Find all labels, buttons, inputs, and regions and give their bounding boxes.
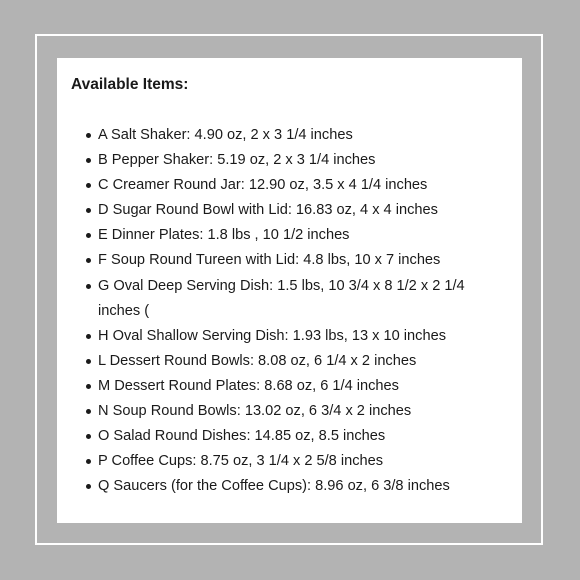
- item-text: H Oval Shallow Serving Dish: 1.93 lbs, 13 x 10 inches: [98, 327, 446, 344]
- bullet-icon: [86, 258, 91, 263]
- item-text: M Dessert Round Plates: 8.68 oz, 6 1/4 inches: [98, 377, 399, 394]
- item-text: E Dinner Plates: 1.8 lbs , 10 1/2 inches: [98, 227, 350, 244]
- item-text: A Salt Shaker: 4.90 oz, 2 x 3 1/4 inches: [98, 127, 353, 143]
- list-item: [86, 173, 508, 198]
- bullet-icon: [86, 484, 91, 489]
- items-card: [57, 58, 522, 523]
- list-item: [86, 474, 508, 499]
- item-text: C Creamer Round Jar: 12.90 oz, 3.5 x 4 1/4 inches: [98, 177, 428, 194]
- list-item: [86, 449, 508, 474]
- bullet-icon: [86, 284, 91, 289]
- bullet-icon: [86, 434, 91, 439]
- bullet-icon: [86, 183, 91, 188]
- list-item: [86, 324, 508, 349]
- bullet-icon: [86, 158, 91, 163]
- item-text: F Soup Round Tureen with Lid: 4.8 lbs, 10 x 7 inches: [98, 252, 441, 269]
- list-item: [86, 223, 508, 248]
- bullet-icon: [86, 409, 91, 414]
- item-text: Q Saucers (for the Coffee Cups): 8.96 oz, 6 3/8 inches: [98, 478, 450, 495]
- bullet-icon: [86, 359, 91, 364]
- list-item: [86, 374, 508, 399]
- item-text: P Coffee Cups: 8.75 oz, 3 1/4 x 2 5/8 inches: [98, 453, 384, 470]
- list-item: [86, 148, 508, 173]
- list-item: [86, 349, 508, 374]
- list-item: [86, 399, 508, 424]
- bullet-icon: [86, 334, 91, 339]
- list-item: [86, 274, 508, 324]
- item-text: D Sugar Round Bowl with Lid: 16.83 oz, 4 x 4 inches: [98, 202, 438, 219]
- item-text: L Dessert Round Bowls: 8.08 oz, 6 1/4 x 2 inches: [98, 352, 417, 369]
- bullet-icon: [86, 133, 91, 138]
- list-item: [86, 198, 508, 223]
- item-text: G Oval Deep Serving Dish: 1.5 lbs, 10 3/4 x 8 1/2 x 2 1/4 inches (: [98, 277, 465, 319]
- items-heading: Available Items:: [71, 76, 189, 93]
- bullet-icon: [86, 208, 91, 213]
- item-text: N Soup Round Bowls: 13.02 oz, 6 3/4 x 2 inches: [98, 403, 412, 420]
- items-list: [71, 123, 508, 499]
- list-item: [86, 248, 508, 273]
- list-item: [86, 424, 508, 449]
- bullet-icon: [86, 459, 91, 464]
- list-item: [86, 123, 508, 148]
- bullet-icon: [86, 384, 91, 389]
- bullet-icon: [86, 233, 91, 238]
- item-text: O Salad Round Dishes: 14.85 oz, 8.5 inches: [98, 428, 386, 445]
- item-text: B Pepper Shaker: 5.19 oz, 2 x 3 1/4 inches: [98, 152, 376, 169]
